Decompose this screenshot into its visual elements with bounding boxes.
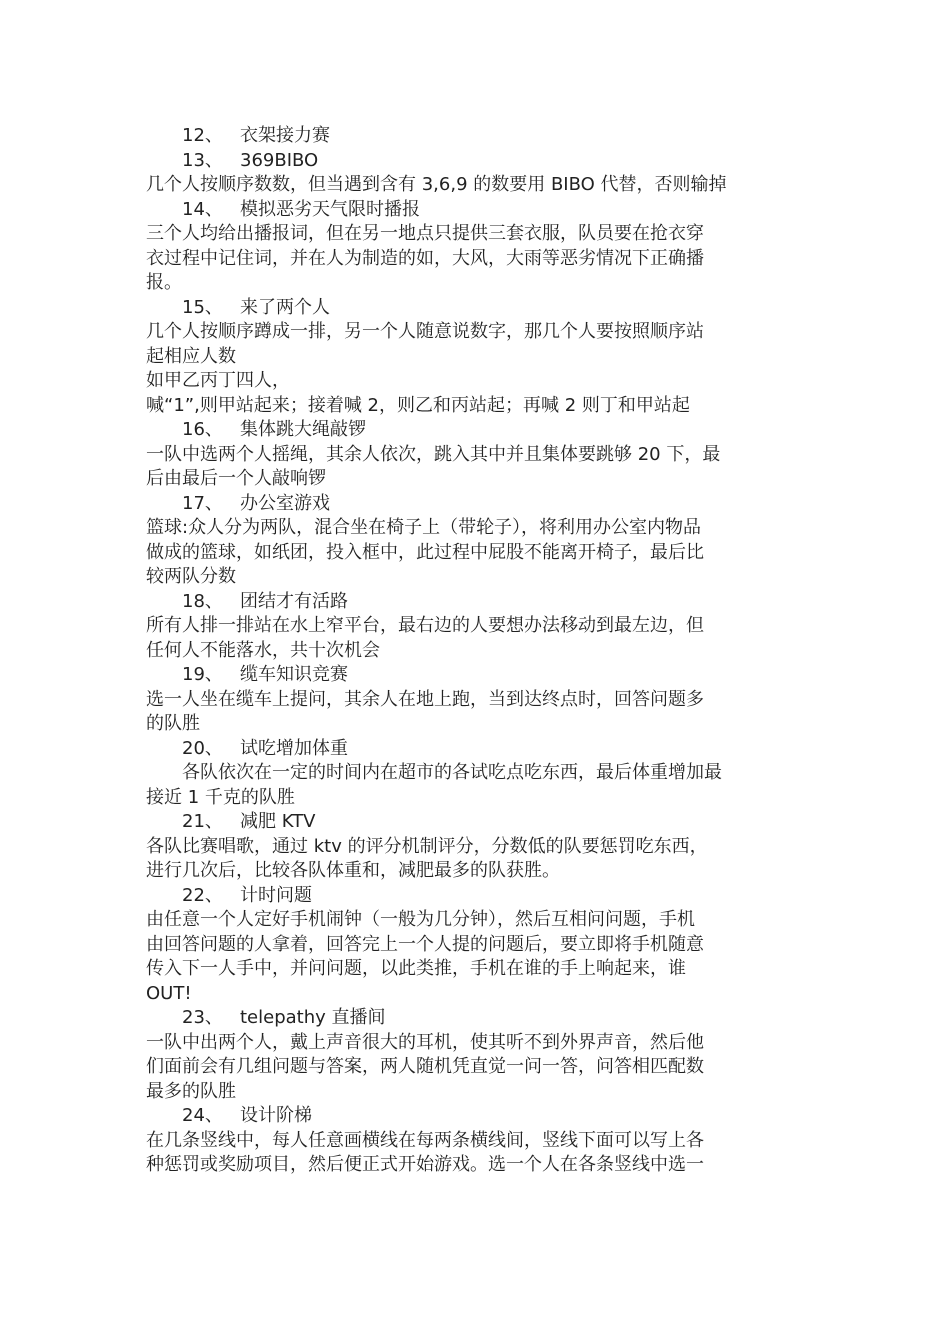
paragraph-line: 最多的队胜 [146, 1080, 236, 1102]
paragraph-line: 由回答问题的人拿着，回答完上一个人提的问题后，要立即将手机随意 [146, 933, 704, 955]
section-title: 缆车知识竞赛 [240, 664, 348, 685]
section-title: 衣架接力赛 [240, 125, 330, 146]
paragraph-line: 较两队分数 [146, 566, 236, 587]
paragraph-line: 几个人按顺序数数，但当遇到含有 3,6,9 的数要用 BIBO 代替，否则输掉 [146, 174, 727, 195]
section-title: 来了两个人 [240, 296, 330, 318]
paragraph-line: 报。 [146, 272, 182, 293]
paragraph-line: 衣过程中记住词，并在人为制造的如，大风，大雨等恶劣情况下正确播 [146, 247, 704, 269]
section-number: 23、 [182, 1007, 223, 1028]
paragraph-line: 篮球:众人分为两队，混合坐在椅子上（带轮子），将利用办公室内物品 [146, 517, 702, 538]
paragraph-line: 传入下一人手中，并问问题，以此类推，手机在谁的手上响起来，谁 [146, 958, 686, 979]
section-title: telepathy 直播间 [240, 1007, 386, 1028]
section-number: 24、 [182, 1105, 223, 1126]
section-title: 设计阶梯 [240, 1105, 312, 1126]
section-number: 22、 [182, 884, 223, 906]
paragraph-line: 由任意一个人定好手机闹钟（一般为几分钟），然后互相问问题，手机 [146, 909, 695, 930]
paragraph-line: 各队比赛唱歌，通过 ktv 的评分机制评分，分数低的队要惩罚吃东西， [146, 835, 708, 857]
section-title: 计时问题 [240, 884, 312, 906]
paragraph-line: 选一人坐在缆车上提问，其余人在地上跑，当到达终点时，回答问题多 [146, 688, 704, 710]
document-body [146, 124, 816, 1178]
paragraph-line: 所有人排一排站在水上窄平台，最右边的人要想办法移动到最左边，但 [146, 615, 704, 636]
section-number: 12、 [182, 125, 223, 146]
paragraph-line: OUT! [146, 982, 192, 1004]
paragraph-line: 几个人按顺序蹲成一排，另一个人随意说数字，那几个人要按照顺序站 [146, 321, 704, 342]
section-heading [146, 492, 816, 517]
section-number: 18、 [182, 590, 223, 612]
section-number: 13、 [182, 149, 223, 171]
paragraph-line: 后由最后一个人敲响锣 [146, 468, 326, 489]
section-heading [146, 149, 816, 174]
section-title: 试吃增加体重 [240, 737, 348, 759]
paragraph-line: 各队依次在一定的时间内在超市的各试吃点吃东西，最后体重增加最 [182, 762, 722, 783]
section-title: 集体跳大绳敲锣 [240, 419, 366, 440]
section-title: 369BIBO [240, 149, 319, 171]
paragraph-line: 进行几次后，比较各队体重和，减肥最多的队获胜。 [146, 860, 560, 881]
section-title: 模拟恶劣天气限时播报 [240, 198, 420, 220]
section-heading [146, 1104, 816, 1129]
section-title: 团结才有活路 [240, 590, 348, 612]
section-heading [146, 198, 816, 223]
section-heading [146, 663, 816, 688]
section-number: 15、 [182, 296, 223, 318]
section-number: 16、 [182, 419, 223, 440]
section-heading [146, 418, 816, 443]
paragraph-line: 喊“1”,则甲站起来；接着喊 2，则乙和丙站起；再喊 2 则丁和甲站起 [146, 394, 690, 416]
section-number: 14、 [182, 198, 223, 220]
section-title: 减肥 KTV [240, 811, 316, 832]
paragraph-line: 一队中选两个人摇绳，其余人依次，跳入其中并且集体要跳够 20 下，最 [146, 443, 721, 465]
section-heading [146, 737, 816, 762]
paragraph-line: 们面前会有几组问题与答案，两人随机凭直觉一问一答，问答相匹配数 [146, 1056, 704, 1077]
section-number: 20、 [182, 737, 223, 759]
section-heading [146, 296, 816, 321]
section-number: 19、 [182, 664, 223, 685]
section-heading [146, 810, 816, 835]
paragraph-line: 三个人均给出播报词，但在另一地点只提供三套衣服，队员要在抢衣穿 [146, 223, 704, 244]
paragraph-line: 任何人不能落水，共十次机会 [146, 639, 380, 661]
section-heading [146, 884, 816, 909]
paragraph-line: 种惩罚或奖励项目，然后便正式开始游戏。选一个人在各条竖线中选一 [146, 1154, 704, 1175]
section-number: 21、 [182, 811, 223, 832]
paragraph-line: 接近 1 千克的队胜 [146, 786, 295, 808]
paragraph-line: 的队胜 [146, 713, 200, 734]
section-title: 办公室游戏 [240, 492, 330, 514]
paragraph-line: 一队中出两个人，戴上声音很大的耳机，使其听不到外界声音，然后他 [146, 1031, 704, 1053]
section-heading [146, 590, 816, 615]
section-heading [146, 1006, 816, 1031]
paragraph-line: 做成的篮球，如纸团，投入框中，此过程中屁股不能离开椅子，最后比 [146, 541, 704, 563]
paragraph-line: 在几条竖线中，每人任意画横线在每两条横线间，竖线下面可以写上各 [146, 1129, 704, 1151]
paragraph-line: 起相应人数 [146, 345, 236, 367]
paragraph-line: 如甲乙丙丁四人， [146, 370, 290, 391]
section-number: 17、 [182, 492, 223, 514]
section-heading [146, 124, 816, 149]
